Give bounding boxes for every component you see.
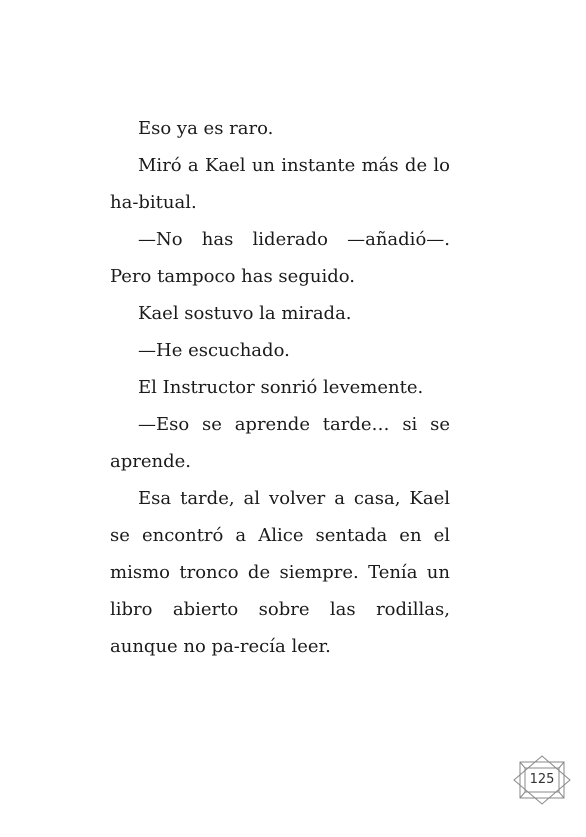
paragraph: Kael sostuvo la mirada. [138, 303, 352, 324]
body-text [110, 110, 450, 665]
paragraph: Eso ya es raro. [138, 118, 274, 139]
paragraph: —Eso se aprende tarde… si se aprende. [110, 414, 450, 472]
paragraph: El Instructor sonrió levemente. [138, 377, 424, 398]
paragraph: —He escuchado. [138, 340, 290, 361]
paragraph: —No has liderado —añadió—. Pero tampoco has seguido. [110, 229, 450, 287]
page-number-ornament [512, 755, 572, 805]
page-number: 125 [529, 772, 555, 787]
paragraph: Esa tarde, al volver a casa, Kael se encontró a Alice sentada en el mismo tronco de siempre. Tenía un libro abierto sobre las rodillas, aunque no pa-recía leer. [110, 488, 450, 657]
paragraph: Miró a Kael un instante más de lo ha-bitual. [110, 155, 450, 213]
